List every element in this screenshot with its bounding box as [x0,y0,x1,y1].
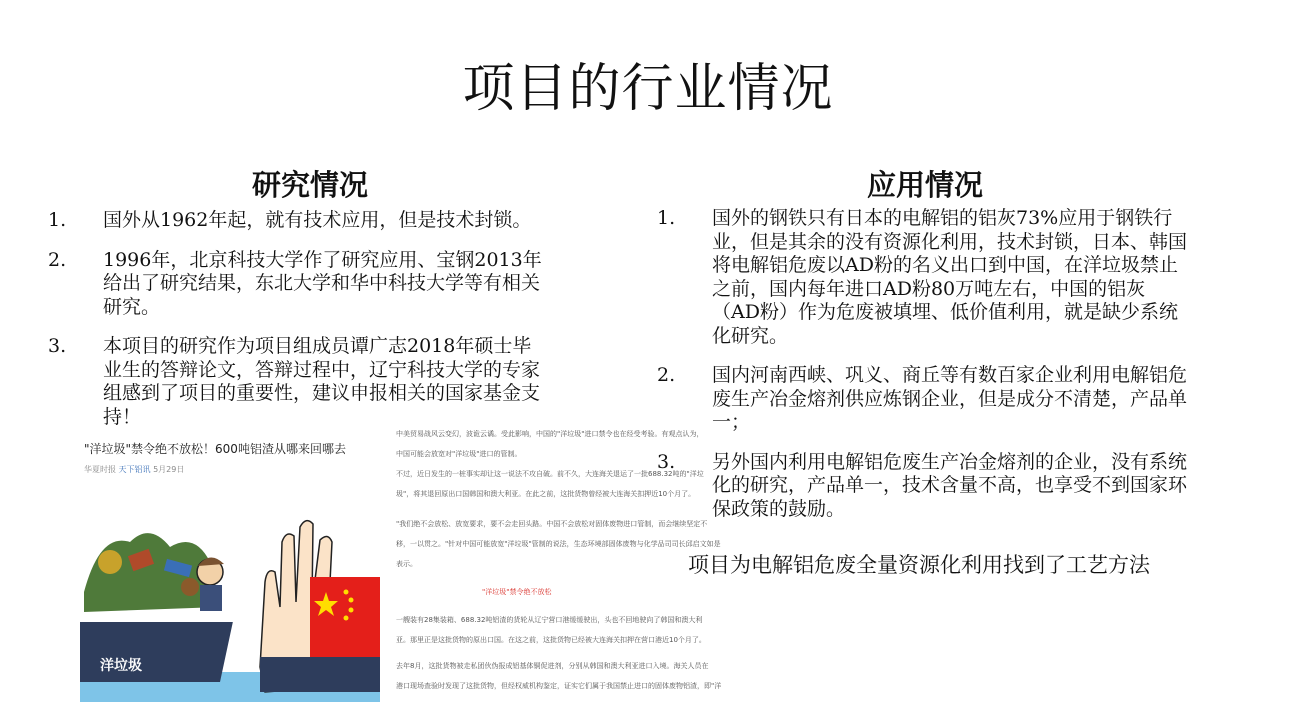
list-item [657,364,1192,435]
article-red-heading: "洋垃圾"禁令绝不放松 [482,588,552,596]
list-item [657,451,1192,522]
item-text: 本项目的研究作为项目组成员谭广志2018年硕士毕业生的答辩论文，答辩过程中，辽宁科技大学的专家组感到了项目的重要性，建议申报相关的国家基金支持！ [103,335,541,428]
article-line: 一艘装有28集装箱、688.32吨铝渣的货轮从辽宁营口港缓缓驶出，头也不回地驶向了韩国和澳大利 [396,616,703,624]
item-text: 1996年，北京科技大学作了研究应用、宝钢2013年给出了研究结果，东北大学和华中科技大学等有相关研究。 [103,248,542,318]
article-line: 不过，近日发生的一桩事实却让这一说法不攻自破。前不久，大连海关退运了一批688.32吨的"洋垃 [396,470,704,478]
left-heading: 研究情况 [251,168,368,202]
research-list [48,209,558,445]
news-source-prefix: 华夏时报 [84,465,116,474]
person-body [200,585,222,611]
right-heading: 应用情况 [866,168,983,202]
news-headline: "洋垃圾"禁令绝不放松！600吨铝渣从哪来回哪去 [84,442,346,456]
conclusion-text: 项目为电解铝危废全量资源化利用找到了工艺方法 [688,553,1150,577]
list-item [48,209,558,233]
article-line: 去年8月，这批货物被走私团伙伪报成铝基体铜促进剂，分别从韩国和澳大利亚进口入境。海关人员在 [396,662,709,670]
slide-title: 项目的行业情况 [462,59,834,119]
list-item [48,249,548,320]
item-number: 1. [657,207,676,229]
item-text: 国内河南西峡、巩义、商丘等有数百家企业利用电解铝危废生产冶金熔剂供应炼钢企业，但是成分不清楚，产品单一； [712,364,1188,433]
article-line: 圾"，将其退回原出口国韩国和澳大利亚。在此之前，这批货物曾经被大连海关扣押近10个月了。 [396,490,696,498]
article-image [392,428,722,704]
item-number: 1. [48,209,67,231]
ship-stripe [80,612,235,622]
article-line: 表示。 [396,560,417,568]
cartoon-illustration [70,432,388,702]
item-number: 2. [657,364,676,386]
garbage-item [181,578,199,596]
item-text: 另外国内利用电解铝危废生产冶金熔剂的企业，没有系统化的研究，产品单一，技术含量不高，也享受不到国家环保政策的鼓励。 [712,450,1188,520]
flag-star-icon [344,590,349,595]
list-item [657,207,1192,348]
application-list [657,207,1192,537]
article-line: 移，一以贯之。"针对中国可能放宽"洋垃圾"管制的说法，生态环境部固体废物与化学品司司长邱启文如是 [396,540,721,548]
article-line: 中国可能会放宽对"洋垃圾"进口的管制。 [396,450,522,458]
flag-star-icon [349,598,354,603]
item-text: 国外从1962年起，就有技术应用，但是技术封锁。 [103,209,532,231]
item-number: 3. [657,450,676,473]
ship-label: 洋垃圾 [100,658,142,674]
article-line: 亚。那里正是这批货物的原出口国。在这之前，这批货物已经被大连海关扣押在营口港近10个月了。 [396,636,706,644]
flag-star-icon [344,616,349,621]
sleeve-shape [260,657,380,692]
article-line: 港口现场查验时发现了这批货物，但经权威机构鉴定，证实它们属于我国禁止进口的固体废物铝渣，即"洋 [396,682,722,690]
news-clip-image [70,432,388,702]
list-item [48,335,548,429]
flag-star-icon [349,608,354,613]
item-number: 2. [48,248,67,271]
article-line: 中美贸易战风云变幻，波诡云谲。受此影响，中国的"洋垃圾"进口禁令也在经受考验。有观点认为， [396,430,704,438]
article-line: "我们绝不会放松、放宽要求，要不会走回头路。中国不会放松对固体废物进口管制，而会继续坚定不 [396,520,708,528]
news-source: 天下铝讯 [118,465,151,474]
news-date: 5月29日 [153,465,185,474]
item-text: 国外的钢铁只有日本的电解铝的铝灰73%应用于钢铁行业，但是其余的没有资源化利用，技术封锁，日本、韩国将电解铝危废以AD粉的名义出口到中国，在洋垃圾禁止之前，国内每年进口AD粉80万吨左右，中国的铝灰（AD粉）作为危废被填埋、低价值利用，就是缺少系统化研究。 [712,207,1188,347]
garbage-item [98,550,122,574]
item-number: 3. [48,335,67,357]
